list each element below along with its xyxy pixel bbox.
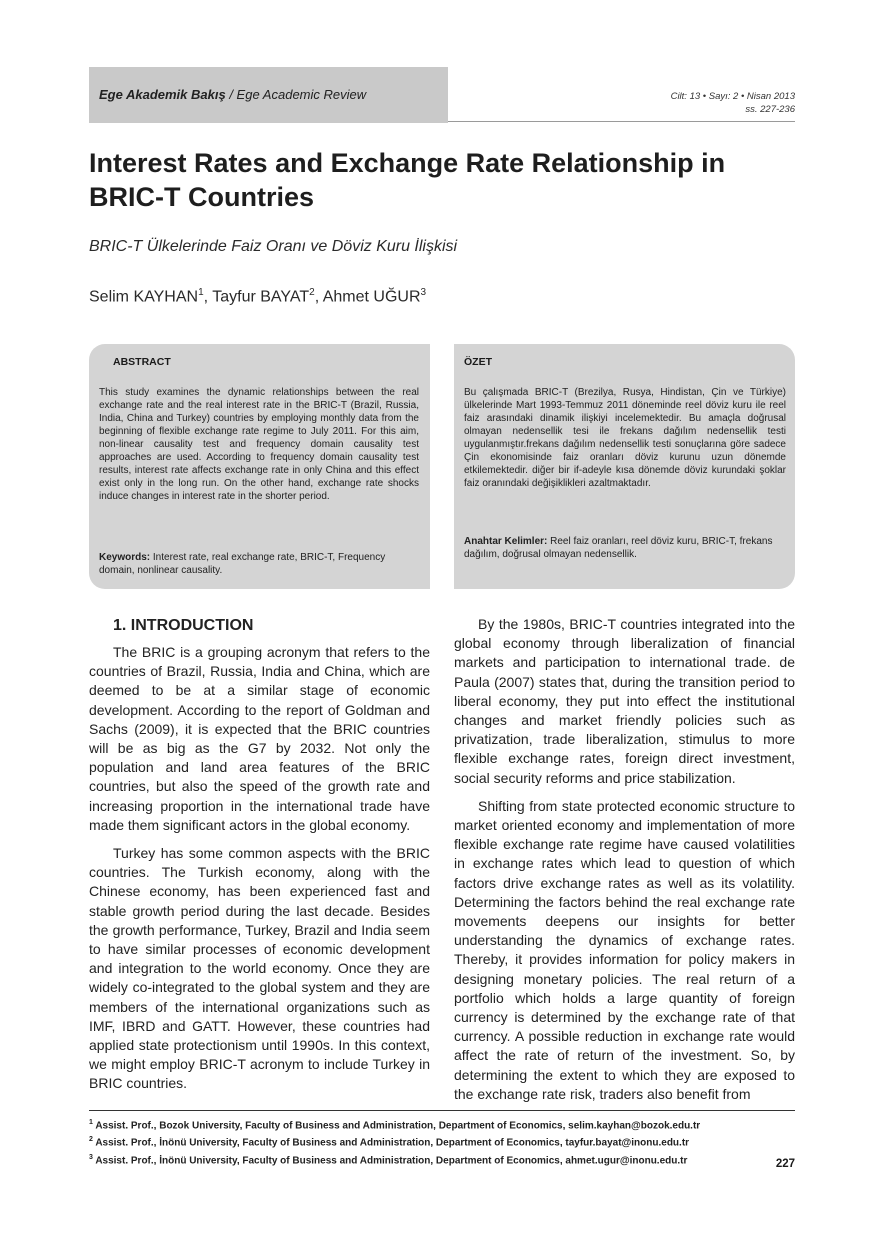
journal-banner [89, 67, 448, 123]
issue-info [671, 90, 795, 116]
author-separator: , [203, 288, 213, 306]
ozet-keywords-text: Reel faiz oranları, reel döviz kuru, BRIC-T, frekans dağılım, doğrusal olmayan nedensellik. [464, 536, 773, 560]
abstract-box [89, 344, 430, 589]
body-column-left [89, 615, 430, 1103]
journal-name-separator: / [225, 87, 237, 102]
footnote-mark: 2 [89, 1136, 93, 1144]
abstract-keywords [99, 551, 419, 577]
body-paragraph: The BRIC is a grouping acronym that refers to the countries of Brazil, Russia, India and China, which are deemed to be at a similar stage of economic development. According to the report of Goldman and Sachs (2009), it is expected that the BRIC countries will be as big as the G7 by 2032. Not only the population and land area features of the BRIC countries, but also the speed of the growth rate and increasing proportion in the international trade have made them significant actors in the global economy. [89, 644, 430, 833]
journal-name-tr: Ege Akademik Bakış [99, 87, 226, 102]
paper-subtitle: BRIC-T Ülkelerinde Faiz Oranı ve Döviz Kuru İlişkisi [89, 238, 458, 255]
body-column-right [454, 615, 795, 1113]
author-affiliation-mark: 1 [198, 287, 204, 298]
body-paragraph: Turkey has some common aspects with the BRIC countries. The Turkish economy, along with the Chinese economy, has been experienced fast and stable growth period during the last decade. Besides the growth performance, Turkey, Brazil and India seem to have similar processes of economic development and integration to the world economy. Once they are widely co-integrated to the global system and they are members of the international organizations such as IMF, IBRD and GATT. However, these countries had applied state protectionism until 1990s. In this context, we might employ BRIC-T acronym to include Turkey in BRIC countries. [89, 845, 430, 1092]
body-paragraph: By the 1980s, BRIC-T countries integrated into the global economy through liberalization of financial markets and participation to international trade. de Paula (2007) states that, during the transition period to liberal economy, they put into effect the institutional changes and market friendly policies such as privatization, trade liberalization, stimulus to more flexible exchange rates, foreign direct investment, social security reforms and price stabilization. [454, 616, 795, 786]
section-heading: 1. INTRODUCTION [113, 617, 254, 634]
issue-volume: Cilt: 13 • Sayı: 2 • Nisan 2013 [670, 91, 795, 102]
footnotes [89, 1116, 809, 1168]
journal-name [99, 87, 366, 102]
ozet-keywords-label: Anahtar Kelimler: [464, 536, 548, 547]
footnote-rule [89, 1110, 795, 1111]
author-name: Ahmet UĞUR [322, 288, 421, 306]
header-rule [448, 121, 795, 122]
footnote [89, 1116, 809, 1133]
ozet-heading: ÖZET [464, 356, 492, 368]
footnote-mark: 1 [89, 1119, 93, 1126]
issue-pages: ss. 227-236 [745, 104, 795, 115]
footnote [89, 1151, 809, 1168]
abstract-text: This study examines the dynamic relationships between the real exchange rate and the real interest rate in the BRIC-T (Brazil, Russia, India, China and Turkey) countries by employing monthly data from the beginning of flexible exchange rate regime to July 2011. For this aim, non-linear causality test and frequency domain causality test approaches are used. According to frequency domain causality test results, interest rate affects exchange rate in only China and this effect exist only in the long run. On the other hand, exchange rate shocks induce changes in interest rate in the shorter period. [99, 387, 419, 502]
footnote [89, 1133, 809, 1150]
page-number: 227 [775, 1158, 795, 1170]
keywords-label: Keywords: [99, 552, 151, 563]
author-affiliation-mark: 2 [309, 287, 315, 298]
footnote-text: Assist. Prof., Bozok University, Faculty of Business and Administration, Department of Economics, selim.kayhan@bozok.edu.tr [92, 1120, 701, 1132]
footnote-text: Assist. Prof., İnönü University, Faculty of Business and Administration, Department of Economics, ahmet.ugur@inonu.edu.tr [92, 1154, 688, 1166]
ozet-keywords [464, 535, 786, 561]
author-separator: , [314, 288, 323, 306]
journal-name-en: Ege Academic Review [236, 87, 367, 102]
ozet-text: Bu çalışmada BRIC-T (Brezilya, Rusya, Hindistan, Çin ve Türkiye) ülkelerinde Mart 1993-Temmuz 2011 döneminde reel döviz kuru ile reel faiz arasındaki dinamik ilişkiyi incelemektedir. Bu amaçla doğrusal olmayan nedensellik tesi ile frekans dağılım nedensellik testi uygulanmıştır.frekans dağılım nedensellik testi sonuçlarına göre sadece Çin ekonomisinde faiz oranları döviz kurunu uzun dönemde etkilemektedir. diğer bir if-adeyle kısa dönemde döviz kurundaki şoklar faiz oranındaki değişiklikleri azaltmaktadır. [464, 387, 786, 489]
ozet-box [454, 344, 795, 589]
footnote-text: Assist. Prof., İnönü University, Faculty of Business and Administration, Department of Economics, tayfur.bayat@inonu.edu.tr [92, 1137, 690, 1149]
author-affiliation-mark: 3 [420, 287, 427, 298]
author-name: Selim KAYHAN [89, 288, 199, 306]
keywords-text: Interest rate, real exchange rate, BRIC-T, Frequency domain, nonlinear causality. [99, 552, 386, 576]
footnote-mark: 3 [89, 1153, 93, 1161]
body-paragraph: Shifting from state protected economic structure to market oriented economy and implementation of more flexible exchange rate regime have caused volatilities in exchange rates which lead to question of which factors drive exchange rates as well as its volatility. Determining the factors behind the real exchange rate movements deepens our insights for better understanding the dynamics of exchange rates. Thereby, it provides information for policy makers in designing monetary policies. The real return of a portfolio which holds a large quantity of foreign currency is determined by the exchange rate of that currency. A possible reduction in exchange rate would affect the rate of return of the investment. So, by determining the extent to which they are exposed to the exchange rate risk, traders also benefit from [454, 797, 795, 1102]
paper-title: Interest Rates and Exchange Rate Relationship in BRIC-T Countries [89, 148, 726, 212]
abstract-heading: ABSTRACT [113, 356, 171, 368]
author-name: Tayfur BAYAT [212, 288, 310, 306]
author-list [89, 287, 426, 306]
